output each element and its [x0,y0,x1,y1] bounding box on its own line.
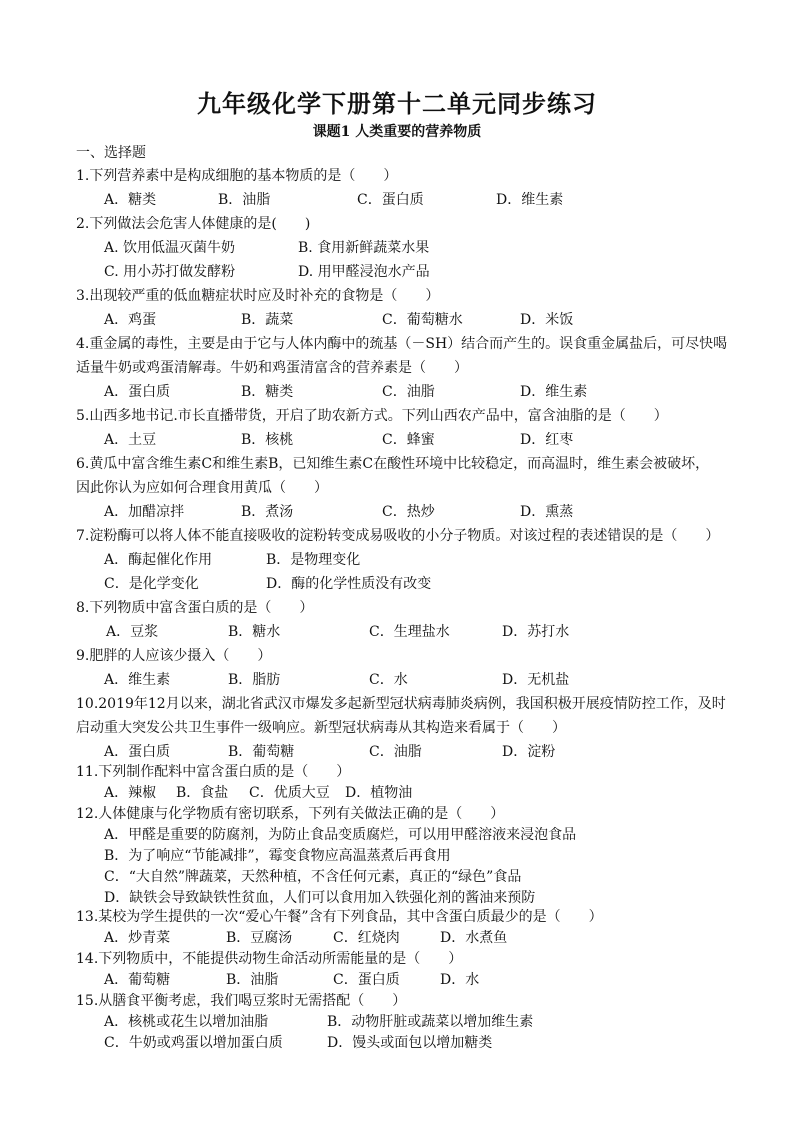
question-10-option-a: A．蛋白质 [104,744,171,760]
question-6-option-d: D．熏蒸 [520,504,574,520]
question-4-stem-line-1: 4.重金属的毒性，主要是由于它与人体内酶中的巯基（－SH）结合而产生的。误食重金属盐后，可尽快喝 [76,336,728,352]
question-13-option-b: B．豆腐汤 [226,930,293,946]
question-2-option-b: B. 食用新鲜蔬菜水果 [298,240,430,256]
question-1-option-d: D．维生素 [496,192,564,208]
question-3-option-b: B．蔬菜 [241,312,294,328]
question-8-stem: 8.下列物质中富含蛋白质的是（ ） [76,600,314,616]
question-9-option-b: B．脂肪 [228,672,281,688]
question-1-option-c: C．蛋白质 [357,192,424,208]
question-13-stem: 13.某校为学生提供的一次“爱心午餐”含有下列食品，其中含蛋白质最少的是（ ） [76,909,603,925]
question-11-stem: 11.下列制作配料中富含蛋白质的是（ ） [76,764,351,780]
question-7-option-b: B．是物理变化 [266,552,361,568]
question-2-stem: 2.下列做法会危害人体健康的是( ) [76,216,311,232]
question-2-option-a: A. 饮用低温灭菌牛奶 [104,240,236,256]
question-9-option-c: C．水 [369,672,408,688]
question-8-option-c: C．生理盐水 [369,624,450,640]
question-8-option-d: D．苏打水 [502,624,570,640]
question-14-option-c: C．蛋白质 [333,972,400,988]
question-12-option-a: A．甲醛是重要的防腐剂，为防止食品变质腐烂，可以用甲醛溶液来浸泡食品 [104,827,577,843]
question-15-option-b: B．动物肝脏或蔬菜以增加维生素 [327,1014,534,1030]
question-10-option-d: D．淀粉 [502,744,556,760]
question-12-option-b: B．为了响应“节能减排”，霉变食物应高温蒸煮后再食用 [104,848,451,864]
question-10-option-c: C．油脂 [369,744,422,760]
question-14-stem: 14.下列物质中，不能提供动物生命活动所需能量的是（ ） [76,951,463,967]
question-7-option-d: D．酶的化学性质没有改变 [266,576,432,592]
question-15-option-a: A．核桃或花生以增加油脂 [104,1014,269,1030]
question-13-option-c: C．红烧肉 [333,930,400,946]
question-11-option-a: A．辣椒 [104,785,157,801]
page-title: 九年级化学下册第十二单元同步练习 [197,89,597,118]
page-subtitle: 课题1 人类重要的营养物质 [312,124,482,140]
question-13-option-d: D．水煮鱼 [440,930,508,946]
question-14-option-a: A．葡萄糖 [104,972,171,988]
question-2-option-d: D. 用甲醛浸泡水产品 [298,264,430,280]
question-3-stem: 3.出现较严重的低血糖症状时应及时补充的食物是（ ） [76,288,440,304]
question-4-option-c: C．油脂 [382,384,435,400]
question-9-stem: 9.肥胖的人应该少摄入（ ） [76,648,272,664]
question-6-stem-line-1: 6.黄瓜中富含维生素C和维生素B，已知维生素C在酸性环境中比较稳定，而高温时，维生素会被破坏， [76,456,710,472]
question-13-option-a: A．炒青菜 [104,930,171,946]
question-7-stem: 7.淀粉酶可以将人体不能直接吸收的淀粉转变成易吸收的小分子物质。对该过程的表述错误的是（ ） [76,528,720,544]
question-12-option-d: D．缺铁会导致缺铁性贫血，人们可以食用加入铁强化剂的酱油来预防 [104,890,536,906]
question-8-option-b: B．糖水 [228,624,281,640]
question-6-option-a: A．加醋凉拌 [104,504,185,520]
question-5-option-c: C．蜂蜜 [382,432,435,448]
question-9-option-a: A．维生素 [104,672,171,688]
question-2-option-c: C. 用小苏打做发酵粉 [104,264,236,280]
question-6-option-b: B．煮汤 [241,504,294,520]
question-15-option-d: D．馒头或面包以增加糖类 [327,1035,493,1051]
question-5-option-d: D．红枣 [520,432,574,448]
question-1-option-b: B．油脂 [218,192,271,208]
question-4-option-d: D．维生素 [520,384,588,400]
question-1-stem: 1.下列营养素中是构成细胞的基本物质的是（ ） [76,168,398,184]
question-3-option-a: A．鸡蛋 [104,312,157,328]
question-4-option-b: B．糖类 [241,384,294,400]
question-12-stem: 12.人体健康与化学物质有密切联系，下列有关做法正确的是（ ） [76,806,505,822]
question-15-stem: 15.从膳食平衡考虑，我们喝豆浆时无需搭配（ ） [76,993,407,1009]
question-6-option-c: C．热炒 [382,504,435,520]
question-14-option-b: B．油脂 [226,972,279,988]
question-6-stem-line-2: 因此你认为应如何合理食用黄瓜（ ） [76,480,328,496]
question-12-option-c: C．“大自然”牌蔬菜，天然种植，不含任何元素，真正的“绿色”食品 [104,869,522,885]
question-5-stem: 5.山西多地书记.市长直播带货，开启了助农新方式。下列山西农产品中，富含油脂的是（ ） [76,408,668,424]
question-5-option-b: B．核桃 [241,432,294,448]
question-10-stem-line-1: 10.2019年12月以来，湖北省武汉市爆发多起新型冠状病毒肺炎病例，我国积极开展疫情防控工作，及时 [76,696,726,712]
question-9-option-d: D．无机盐 [502,672,570,688]
question-7-option-c: C．是化学变化 [104,576,199,592]
question-10-option-b: B．葡萄糖 [228,744,295,760]
question-3-option-d: D．米饭 [520,312,574,328]
section-heading: 一、选择题 [76,145,146,161]
question-5-option-a: A．土豆 [104,432,157,448]
question-14-option-d: D．水 [440,972,480,988]
question-7-option-a: A．酶起催化作用 [104,552,213,568]
question-8-option-a: A．豆浆 [106,624,159,640]
question-10-stem-line-2: 启动重大突发公共卫生事件一级响应。新型冠状病毒从其构造来看属于（ ） [76,720,566,736]
question-4-stem-line-2: 适量牛奶或鸡蛋清解毒。牛奶和鸡蛋清富含的营养素是（ ） [76,360,468,376]
question-11-option-d: D．植物油 [345,785,413,801]
question-4-option-a: A．蛋白质 [104,384,171,400]
question-1-option-a: A．糖类 [104,192,157,208]
question-11-option-b: B．食盐 [176,785,229,801]
question-3-option-c: C．葡萄糖水 [382,312,463,328]
question-11-option-c: C．优质大豆 [249,785,330,801]
question-15-option-c: C．牛奶或鸡蛋以增加蛋白质 [104,1035,283,1051]
